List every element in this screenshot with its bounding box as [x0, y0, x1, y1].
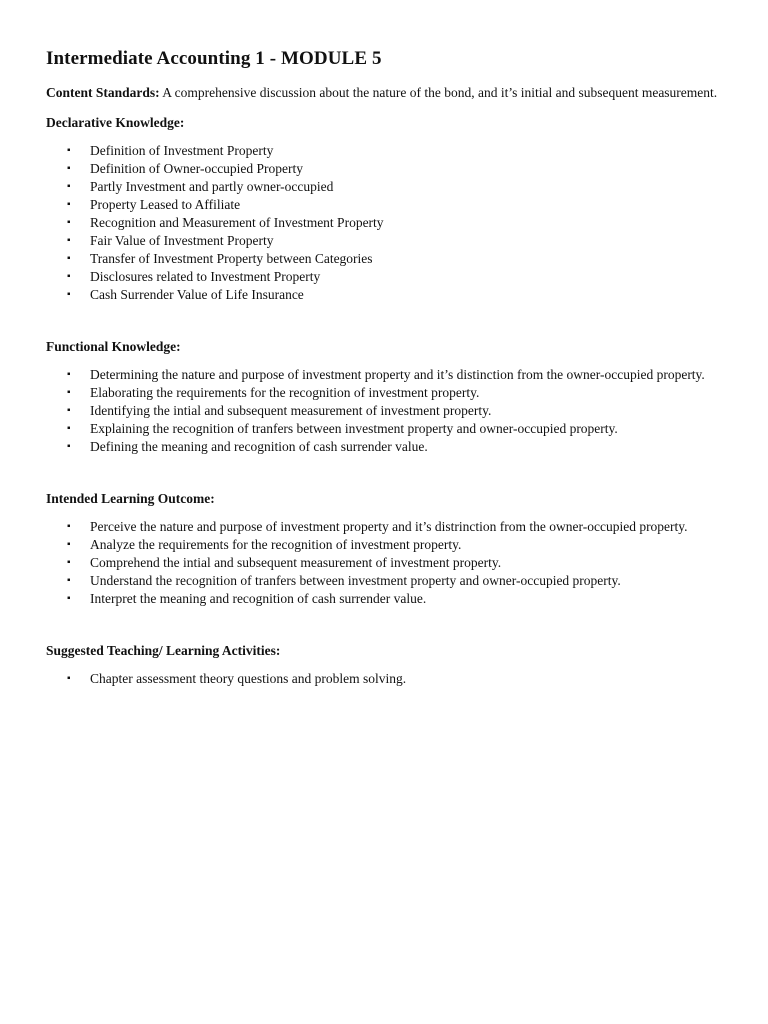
- list-item: [46, 590, 726, 608]
- list-item: [46, 572, 726, 590]
- bullet-icon: ▪: [67, 593, 71, 604]
- content-standards: [46, 84, 726, 102]
- list-item-text: Definition of Owner-occupied Property: [90, 161, 304, 176]
- list-item: [46, 160, 726, 178]
- functional-list: [46, 366, 726, 456]
- spacer: [46, 456, 726, 476]
- bullet-icon: ▪: [67, 673, 71, 684]
- activities-list: [46, 670, 726, 688]
- list-item-text: Analyze the requirements for the recognition of investment property.: [90, 537, 462, 552]
- list-item: [46, 402, 726, 420]
- bullet-icon: ▪: [67, 441, 71, 452]
- list-item: [46, 142, 726, 160]
- bullet-icon: ▪: [67, 271, 71, 282]
- list-item-text: Fair Value of Investment Property: [90, 233, 274, 248]
- list-item-text: Perceive the nature and purpose of investment property and it’s distrinction from the owner-occupied property.: [90, 519, 688, 534]
- list-item: [46, 196, 726, 214]
- bullet-icon: ▪: [67, 289, 71, 300]
- bullet-icon: ▪: [67, 163, 71, 174]
- bullet-icon: ▪: [67, 253, 71, 264]
- list-item-text: Recognition and Measurement of Investment Property: [90, 215, 384, 230]
- bullet-icon: ▪: [67, 235, 71, 246]
- activities-heading: Suggested Teaching/ Learning Activities:: [46, 643, 281, 658]
- list-item: [46, 268, 726, 286]
- list-item: [46, 554, 726, 572]
- spacer: [46, 608, 726, 628]
- list-item: [46, 286, 726, 304]
- bullet-icon: ▪: [67, 539, 71, 550]
- content-standards-label: Content Standards:: [46, 85, 160, 100]
- list-item-text: Elaborating the requirements for the recognition of investment property.: [90, 385, 480, 400]
- bullet-icon: ▪: [67, 199, 71, 210]
- bullet-icon: ▪: [67, 575, 71, 586]
- document-page: [46, 46, 726, 688]
- list-item: [46, 670, 726, 688]
- bullet-icon: ▪: [67, 369, 71, 380]
- bullet-icon: ▪: [67, 557, 71, 568]
- list-item: [46, 250, 726, 268]
- outcome-list: [46, 518, 726, 608]
- list-item-text: Determining the nature and purpose of investment property and it’s distinction from the owner-occupied property.: [90, 367, 705, 382]
- list-item-text: Definition of Investment Property: [90, 143, 274, 158]
- list-item-text: Identifying the intial and subsequent measurement of investment property.: [90, 403, 492, 418]
- list-item: [46, 384, 726, 402]
- list-item-text: Understand the recognition of tranfers between investment property and owner-occupied property.: [90, 573, 621, 588]
- list-item-text: Defining the meaning and recognition of cash surrender value.: [90, 439, 428, 454]
- list-item: [46, 178, 726, 196]
- bullet-icon: ▪: [67, 145, 71, 156]
- list-item: [46, 518, 726, 536]
- bullet-icon: ▪: [67, 405, 71, 416]
- bullet-icon: ▪: [67, 423, 71, 434]
- list-item-text: Comprehend the intial and subsequent measurement of investment property.: [90, 555, 502, 570]
- document-title: Intermediate Accounting 1 - MODULE 5: [46, 48, 382, 69]
- list-item-text: Transfer of Investment Property between Categories: [90, 251, 373, 266]
- declarative-heading: Declarative Knowledge:: [46, 115, 185, 130]
- declarative-list: [46, 142, 726, 304]
- list-item-text: Cash Surrender Value of Life Insurance: [90, 287, 304, 302]
- list-item: [46, 366, 726, 384]
- content-standards-text: A comprehensive discussion about the nature of the bond, and it’s initial and subsequent measurement.: [159, 85, 718, 100]
- outcome-heading: Intended Learning Outcome:: [46, 491, 215, 506]
- list-item-text: Property Leased to Affiliate: [90, 197, 241, 212]
- list-item-text: Partly Investment and partly owner-occupied: [90, 179, 334, 194]
- bullet-icon: ▪: [67, 217, 71, 228]
- list-item: [46, 232, 726, 250]
- list-item: [46, 420, 726, 438]
- list-item: [46, 214, 726, 232]
- list-item-text: Disclosures related to Investment Property: [90, 269, 321, 284]
- list-item: [46, 438, 726, 456]
- list-item: [46, 536, 726, 554]
- bullet-icon: ▪: [67, 181, 71, 192]
- list-item-text: Chapter assessment theory questions and problem solving.: [90, 671, 407, 686]
- spacer: [46, 304, 726, 324]
- list-item-text: Interpret the meaning and recognition of cash surrender value.: [90, 591, 427, 606]
- bullet-icon: ▪: [67, 521, 71, 532]
- list-item-text: Explaining the recognition of tranfers between investment property and owner-occupied property.: [90, 421, 618, 436]
- bullet-icon: ▪: [67, 387, 71, 398]
- functional-heading: Functional Knowledge:: [46, 339, 181, 354]
